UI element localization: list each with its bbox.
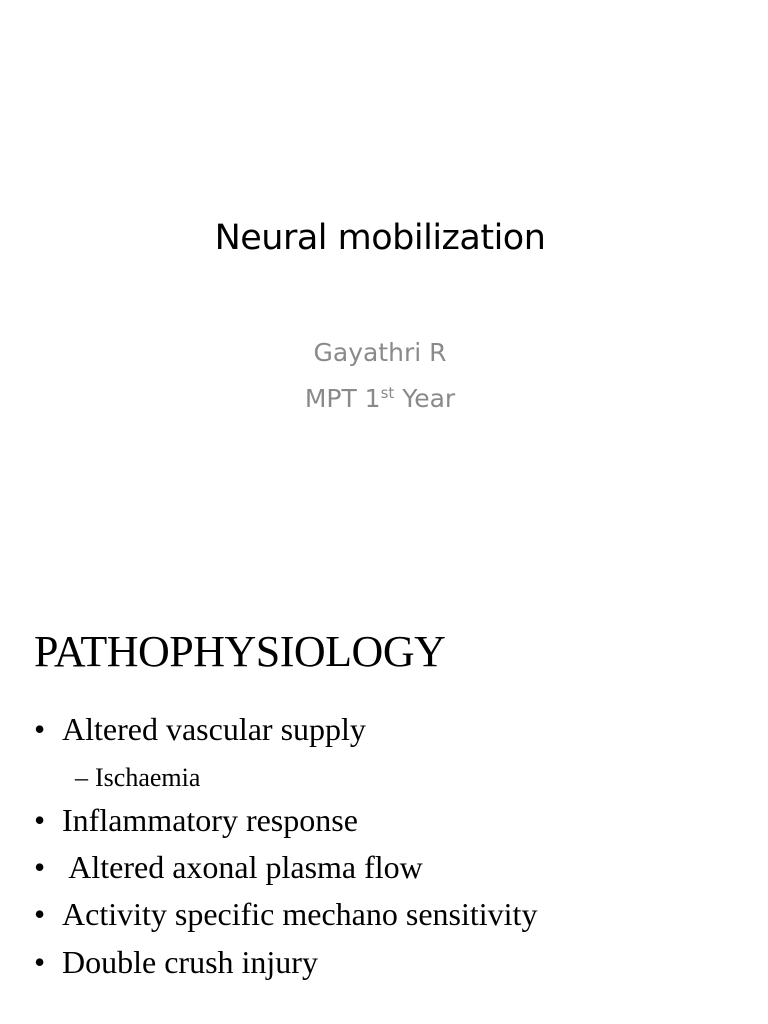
course-prefix: MPT 1 xyxy=(304,384,381,413)
bullet-marker: • xyxy=(34,944,46,980)
course-year xyxy=(0,384,760,413)
sub-bullet-item: – Ischaemia xyxy=(75,763,201,792)
bullet-item: • Altered vascular supply xyxy=(34,711,366,747)
course-superscript: st xyxy=(380,384,395,402)
bullet-item: • Inflammatory response xyxy=(34,802,358,838)
course-suffix: Year xyxy=(394,384,456,413)
section-heading: PATHOPHYSIOLOGY xyxy=(34,627,446,676)
content-slide xyxy=(0,576,768,1024)
bullet-marker: • xyxy=(34,849,46,885)
bullet-item: • Altered axonal plasma flow xyxy=(34,849,423,885)
bullet-item: • Activity specific mechano sensitivity xyxy=(34,896,538,932)
sub-bullet-marker: – xyxy=(75,763,88,792)
author-name: Gayathri R xyxy=(313,338,447,367)
bullet-marker: • xyxy=(34,711,46,747)
bullet-item: • Double crush injury xyxy=(34,944,318,980)
bullet-marker: • xyxy=(34,802,46,838)
bullet-marker: • xyxy=(34,896,46,932)
slide-title: Neural mobilization xyxy=(214,218,546,258)
